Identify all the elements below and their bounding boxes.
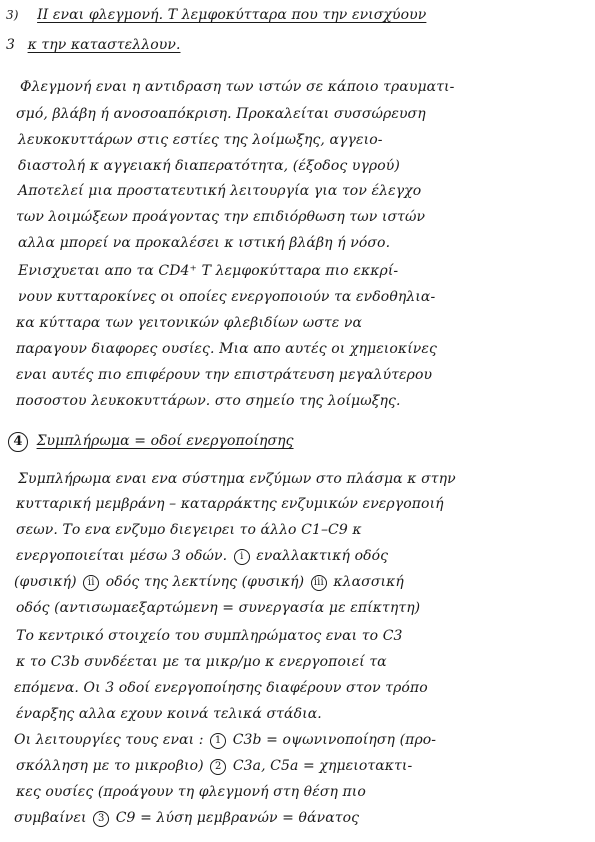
section-number-badge: 4 — [8, 432, 28, 452]
path-marker-ii: ii — [83, 575, 99, 591]
text-line: ποσοστου λευκοκυττάρων. στο σημείο της λοίμωξης. — [16, 393, 401, 409]
function-1-cont: σκόλληση με το μικροβιο) — [16, 758, 204, 774]
section-heading-complement — [8, 432, 294, 452]
text-line: έναρξης αλλα εχουν κοινά τελικά στάδια. — [16, 706, 322, 722]
heading-text-1: ΙΙ εναι φλεγμονή. Τ λεμφοκύτταρα που την ενισχύουν — [37, 7, 427, 23]
text-line-with-paths — [14, 573, 404, 591]
text-line: λευκοκυττάρων στις εστίες της λοίμωξης, αγγειο- — [18, 132, 383, 148]
path-iii-text: κλασσική — [333, 574, 404, 590]
text-line: Συμπλήρωμα εναι ενα σύστημα ενζύμων στο πλάσμα κ στην — [18, 471, 456, 487]
text-line: αλλα μπορεί να προκαλέσει κ ιστική βλάβη ή νόσο. — [18, 235, 391, 251]
functions-line-4 — [14, 809, 359, 827]
text-line: των λοιμώξεων προάγοντας την επιδιόρθωση των ιστών — [16, 209, 426, 225]
text-line: παραγουν διαφορες ουσίες. Μια απο αυτές οι χημειοκίνες — [16, 341, 437, 357]
path-marker-iii: iii — [311, 575, 327, 591]
text-segment: ενεργοποιείται μέσω 3 οδών. — [16, 548, 228, 564]
text-line: Το κεντρικό στοιχείο του συμπληρώματος εναι το C3 — [16, 628, 403, 644]
functions-intro: Οι λειτουργίες τους εναι : — [14, 732, 204, 748]
text-line: κα κύτταρα των γειτονικών φλεβιδίων ωστε να — [16, 315, 363, 331]
functions-line-1 — [14, 731, 436, 749]
text-line: Ενισχυεται απο τα CD4⁺ Τ λεμφοκύτταρα πιο εκκρί- — [18, 263, 399, 279]
path-i-text: εναλλακτική οδός — [256, 548, 389, 564]
path-i-type: (φυσική) — [14, 574, 77, 590]
text-line: κ το C3b συνδέεται με τα μικρ/μο κ ενεργοποιεί τα — [16, 654, 387, 670]
section-title: Συμπλήρωμα = οδοί ενεργοποίησης — [36, 433, 294, 449]
function-3-pre: συμβαίνει — [14, 810, 87, 826]
function-marker-1: 1 — [210, 733, 226, 749]
text-line: διαστολή κ αγγειακή διαπερατότητα, (έξοδος υγρού) — [18, 158, 400, 174]
function-2-text: C3a, C5a = χημειοτακτι- — [232, 758, 413, 774]
question-marker: 3) — [6, 8, 19, 22]
text-line: κες ουσίες (προάγουν τη φλεγμονή στη θέση πιο — [16, 784, 366, 800]
path-ii-text: οδός της λεκτίνης (φυσική) — [105, 574, 305, 590]
heading-text-2: κ την καταστελλουν. — [27, 37, 181, 53]
text-line: σεων. Το ενα ενζυμο διεγειρει το άλλο C1–C9 κ — [16, 522, 362, 538]
text-line: σμό, βλάβη ή ανοσοαπόκριση. Προκαλείται συσσώρευση — [16, 106, 426, 122]
text-line: επόμενα. Οι 3 οδοί ενεργοποίησης διαφέρουν στον τρόπο — [14, 680, 428, 696]
function-marker-3: 3 — [93, 811, 109, 827]
function-marker-2: 2 — [210, 759, 226, 775]
text-line: οδός (αντισωμαεξαρτώμενη = συνεργασία με επίκτητη) — [16, 600, 421, 616]
heading-number: 3 — [6, 37, 16, 53]
function-3-text: C9 = λύση μεμβρανών = θάνατος — [115, 810, 360, 826]
text-line: Φλεγμονή εναι η αντιδραση των ιστών σε κάποιο τραυματι- — [20, 79, 455, 95]
text-line-with-path-i — [16, 547, 388, 565]
heading-line-2 — [6, 36, 181, 54]
text-line: νουν κυτταροκίνες οι οποίες ενεργοποιούν τα ενδοθηλια- — [18, 289, 436, 305]
path-marker-i: i — [234, 549, 250, 565]
functions-line-2 — [16, 757, 412, 775]
text-line: κυτταρική μεμβράνη – καταρράκτης ενζυμικών ενεργοποιή — [16, 496, 444, 512]
function-1-text: C3b = οψωνινοποίηση (προ- — [232, 732, 437, 748]
text-line: εναι αυτές πιο επιφέρουν την επιστράτευση μεγαλύτερου — [16, 367, 433, 383]
text-line: Αποτελεί μια προστατευτική λειτουργία για τον έλεγχο — [18, 183, 422, 199]
heading-line-1 — [6, 6, 426, 24]
